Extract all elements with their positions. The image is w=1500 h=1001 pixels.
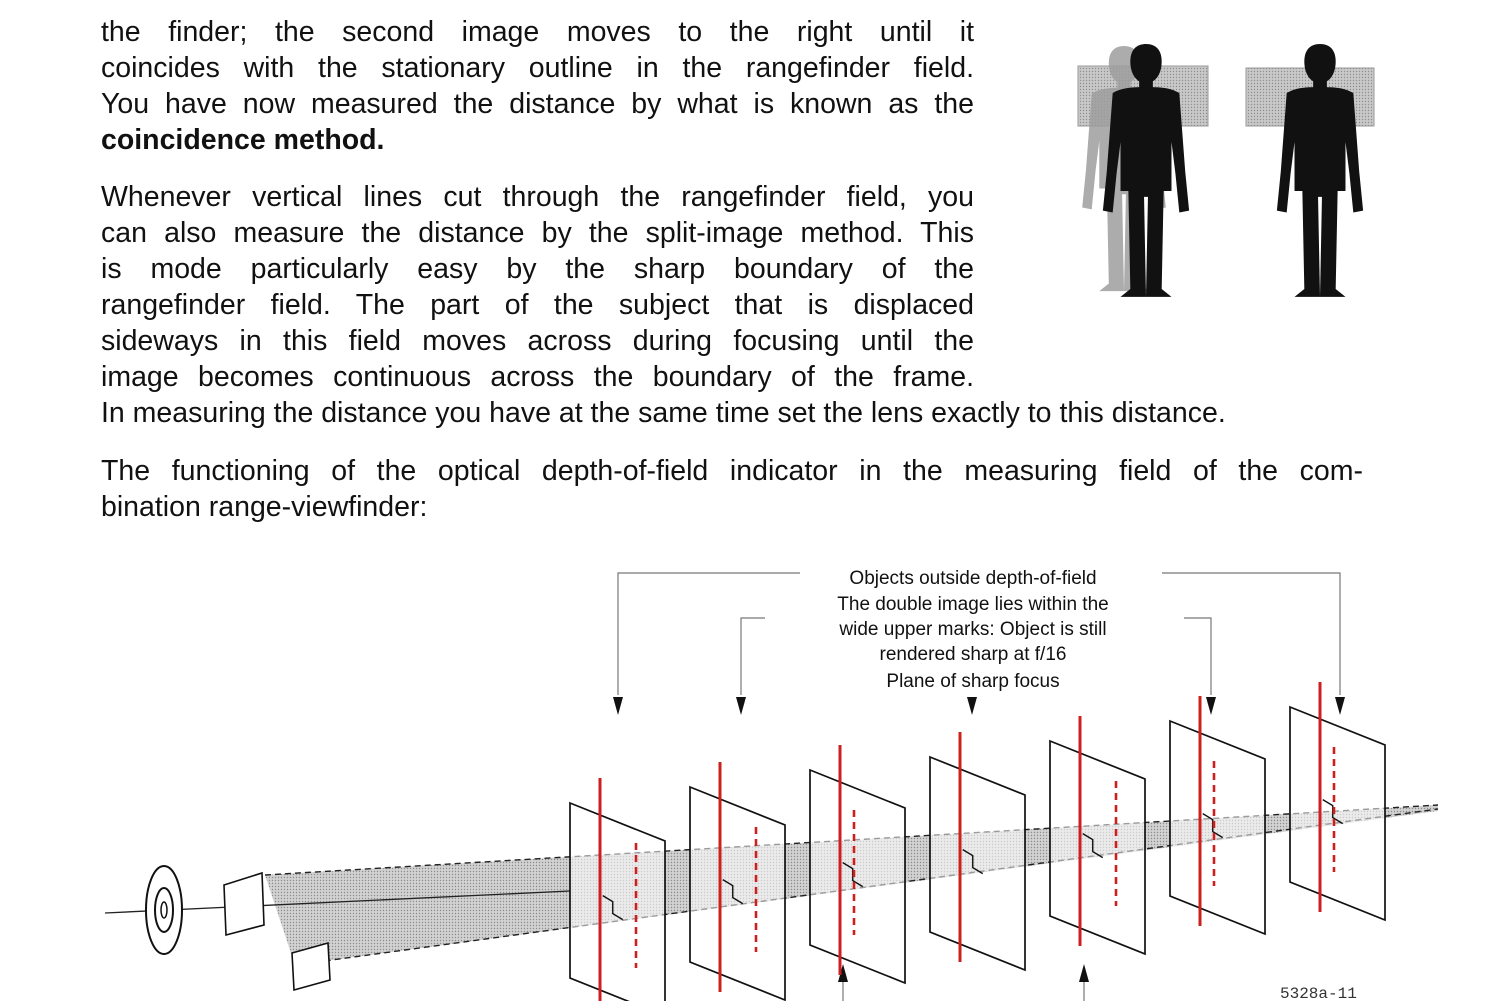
text-line: bination range-viewfinder:	[101, 491, 428, 523]
label-upper-marks: wide upper marks: Object is still	[839, 619, 1107, 640]
bold-term: coincidence method.	[101, 124, 385, 156]
text-line: coincides with the stationary outline in the rangefinder field.	[101, 52, 974, 84]
man-silhouette-icon	[1078, 44, 1208, 297]
paragraph-coincidence	[101, 14, 974, 158]
text-line: image becomes continuous across the boundary of the frame.	[101, 361, 974, 393]
focus-frame	[690, 762, 785, 1000]
text-line: is mode particularly easy by the sharp boundary of the	[101, 253, 974, 285]
focus-frame	[810, 745, 905, 983]
focus-frames	[570, 682, 1385, 1001]
diagram-labels	[837, 568, 1108, 692]
man-silhouette-icon	[1246, 44, 1374, 297]
arrow-down-icon	[613, 697, 623, 715]
text-line: sideways in this field moves across during focusing until the	[101, 325, 974, 357]
depth-of-field-diagram	[100, 555, 1460, 1001]
label-outside-dof: Objects outside depth-of-field	[849, 568, 1097, 589]
text-line: Whenever vertical lines cut through the rangefinder field, you	[101, 181, 974, 213]
eyepiece-icon	[146, 866, 182, 954]
arrow-down-icon	[1206, 697, 1216, 715]
focus-frame	[1290, 682, 1385, 920]
arrow-down-icon	[967, 697, 977, 715]
paragraph-split-image	[101, 179, 974, 395]
text-line: the finder; the second image moves to the right until it	[101, 16, 974, 48]
focus-frame	[930, 732, 1025, 970]
label-plane-of-focus: Plane of sharp focus	[886, 671, 1060, 692]
paragraph-depth-of-field-intro	[101, 453, 1363, 525]
text-line: rangefinder field. The part of the subject that is displaced	[101, 289, 974, 321]
paragraph-split-image-continued	[101, 395, 1341, 431]
arrow-up-icon	[1079, 964, 1089, 982]
text-line: You have now measured the distance by what is known as the	[101, 88, 974, 120]
label-sharp-f16: rendered sharp at f/16	[879, 644, 1067, 665]
focus-frame	[1170, 696, 1265, 934]
focus-frame	[1050, 716, 1145, 954]
label-double-image: The double image lies within the	[837, 594, 1109, 615]
focus-frame	[570, 778, 665, 1001]
arrow-down-icon	[736, 697, 746, 715]
text-line: can also measure the distance by the split-image method. This	[101, 217, 974, 249]
rangefinder-figure	[1070, 40, 1380, 305]
arrow-down-icon	[1335, 697, 1345, 715]
text-line: The functioning of the optical depth-of-field indicator in the measuring field of the com-	[101, 455, 1363, 487]
text-line: In measuring the distance you have at the same time set the lens exactly to this distance.	[101, 397, 1226, 429]
figure-code: 5328a-11	[1280, 985, 1357, 1001]
